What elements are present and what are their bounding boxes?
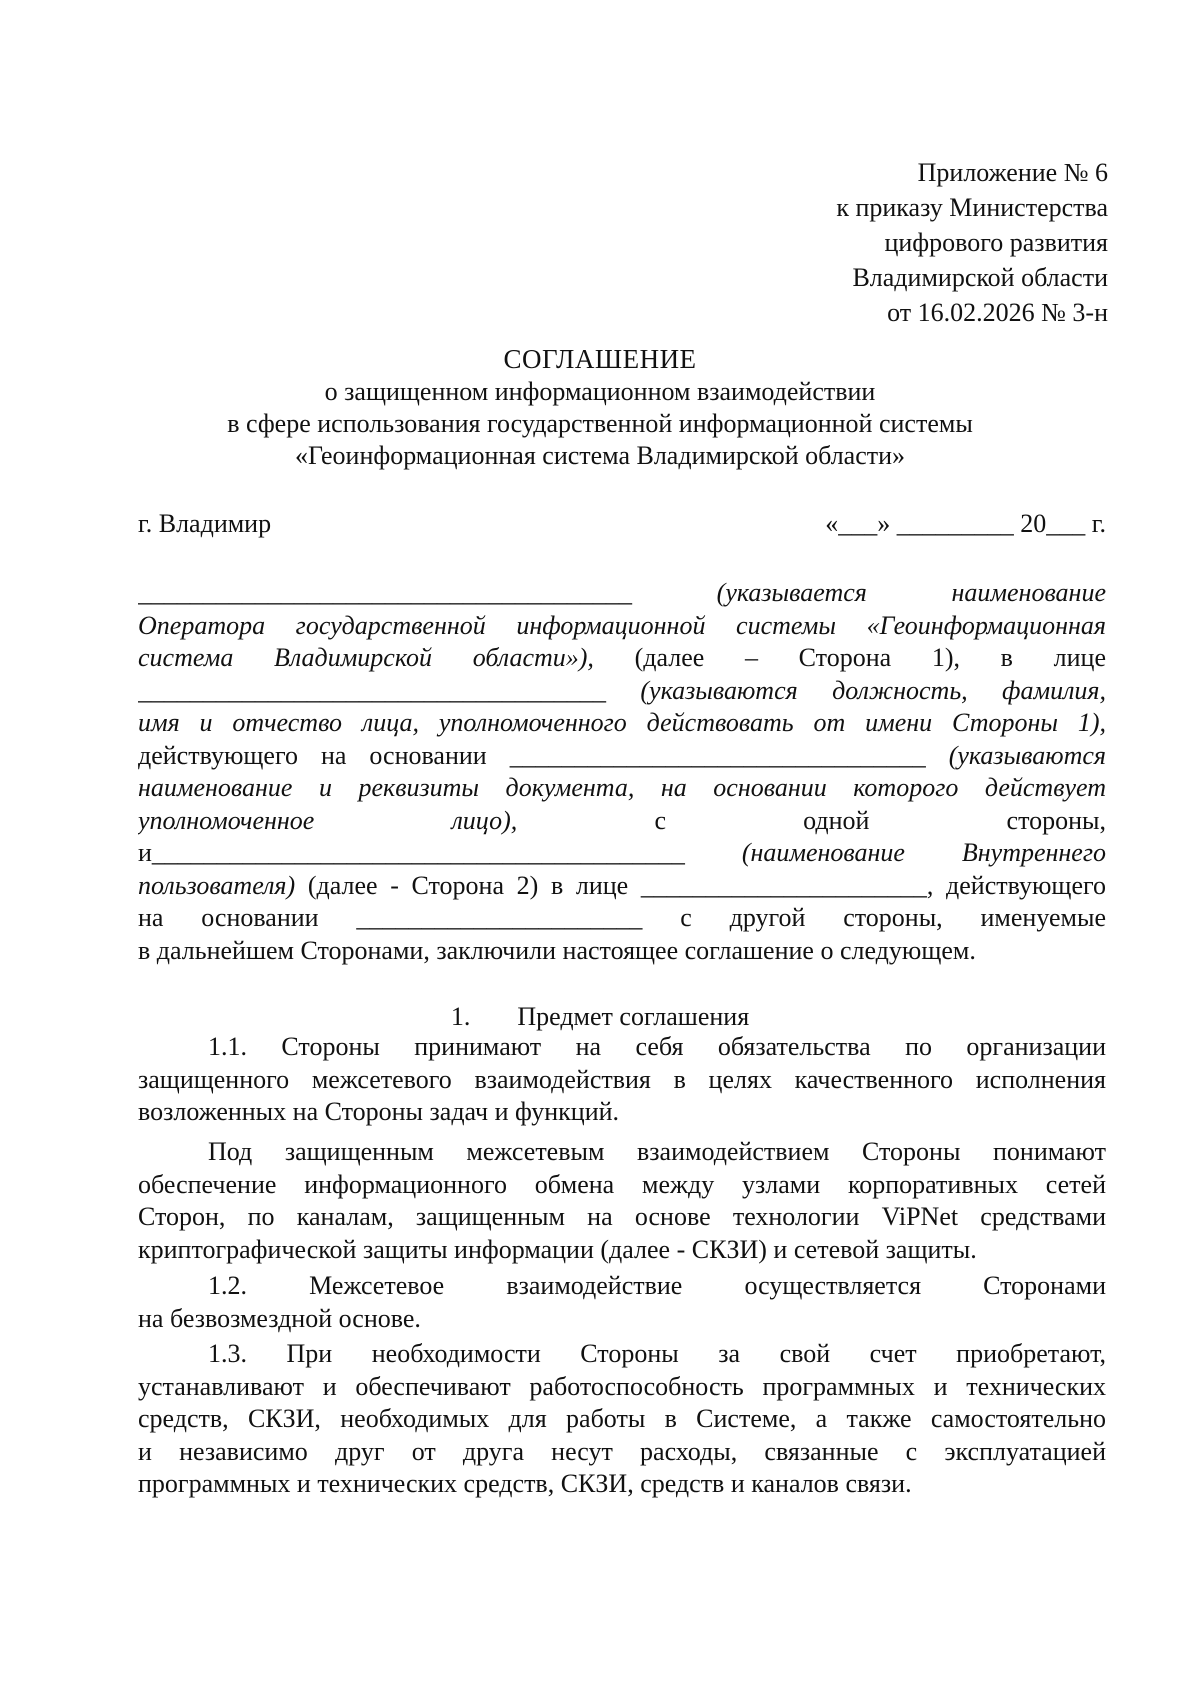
attachment-order: к приказу Министерства bbox=[836, 193, 1108, 222]
clause-line: 1.3. При необходимости Стороны за свой счет приобретают, bbox=[208, 1339, 1106, 1368]
preamble-line: наименование и реквизиты документа, на основании которого действует bbox=[138, 773, 1106, 802]
clause-line: и независимо друг от друга несут расходы, связанные с эксплуатацией bbox=[138, 1436, 1106, 1466]
clause-paragraph bbox=[138, 1136, 1106, 1266]
title-line-1: о защищенном информационном взаимодействии bbox=[324, 377, 876, 406]
clause-line: 1.1. Стороны принимают на себя обязательства по организации bbox=[208, 1032, 1106, 1061]
attachment-region: Владимирской области bbox=[852, 263, 1108, 292]
attachment-date: от 16.02.2026 № 3-н bbox=[887, 298, 1108, 327]
clause-1-3 bbox=[138, 1338, 1106, 1501]
city: г. Владимир bbox=[138, 509, 272, 538]
clause-line: обеспечение информационного обмена между узлами корпоративных сетей bbox=[138, 1169, 1106, 1199]
preamble-line: уполномоченное лицо), с одной стороны, bbox=[138, 805, 1106, 835]
place-date-row bbox=[138, 509, 1106, 545]
date-blank: «___» _________ 20___ г. bbox=[825, 509, 1106, 538]
preamble-line: и_________________________________________ (наименование Внутреннего bbox=[138, 838, 1106, 867]
section-title: Предмет соглашения bbox=[517, 1002, 750, 1031]
clause-line: возложенных на Стороны задач и функций. bbox=[138, 1097, 620, 1126]
section-heading bbox=[0, 1002, 1200, 1032]
preamble-line: в дальнейшем Сторонами, заключили настоящее соглашение о следующем. bbox=[138, 935, 976, 965]
clause-1-1 bbox=[138, 1031, 1106, 1129]
attachment-ministry: цифрового развития bbox=[884, 228, 1108, 257]
clause-line: устанавливают и обеспечивают работоспособность программных и технических bbox=[138, 1371, 1106, 1401]
title-main: СОГЛАШЕНИЕ bbox=[503, 344, 697, 374]
attachment-number: Приложение № 6 bbox=[917, 158, 1108, 187]
preamble-line: имя и отчество лица, уполномоченного действовать от имени Стороны 1), bbox=[138, 708, 1106, 737]
document-title bbox=[0, 343, 1200, 472]
preamble-line: Оператора государственной информационной системы «Геоинформационная bbox=[138, 610, 1106, 640]
preamble-line: пользователя) (далее - Сторона 2) в лице ______________________, действующего bbox=[138, 870, 1106, 900]
preamble-line: ______________________________________ (указывается наименование bbox=[138, 578, 1106, 607]
clause-line: 1.2. Межсетевое взаимодействие осуществляется Сторонами bbox=[208, 1271, 1106, 1300]
clause-line: на безвозмездной основе. bbox=[138, 1303, 421, 1333]
preamble-line: на основании ______________________ с другой стороны, именуемые bbox=[138, 903, 1106, 932]
clause-line: средств, СКЗИ, необходимых для работы в Системе, а также самостоятельно bbox=[138, 1404, 1106, 1433]
attachment-block bbox=[836, 155, 1108, 330]
clause-line: Сторон, по каналам, защищенным на основе технологии ViPNet средствами bbox=[138, 1202, 1106, 1231]
preamble-line: действующего на основании ________________________________ (указываются bbox=[138, 740, 1106, 770]
clause-line: защищенного межсетевого взаимодействия в целях качественного исполнения bbox=[138, 1064, 1106, 1094]
preamble-line: система Владимирской области»), (далее – Сторона 1), в лице bbox=[138, 643, 1106, 672]
preamble bbox=[138, 577, 1106, 967]
clause-1-2 bbox=[138, 1270, 1106, 1335]
clause-line: криптографической защиты информации (далее - СКЗИ) и сетевой защиты. bbox=[138, 1234, 977, 1264]
clause-line: программных и технических средств, СКЗИ, средств и каналов связи. bbox=[138, 1469, 912, 1498]
title-line-3: «Геоинформационная система Владимирской области» bbox=[294, 441, 906, 470]
clause-line: Под защищенным межсетевым взаимодействием Стороны понимают bbox=[208, 1137, 1106, 1166]
preamble-line: ____________________________________ (указываются должность, фамилия, bbox=[138, 675, 1106, 705]
section-number: 1. bbox=[450, 1002, 471, 1031]
title-line-2: в сфере использования государственной информационной системы bbox=[227, 409, 973, 438]
